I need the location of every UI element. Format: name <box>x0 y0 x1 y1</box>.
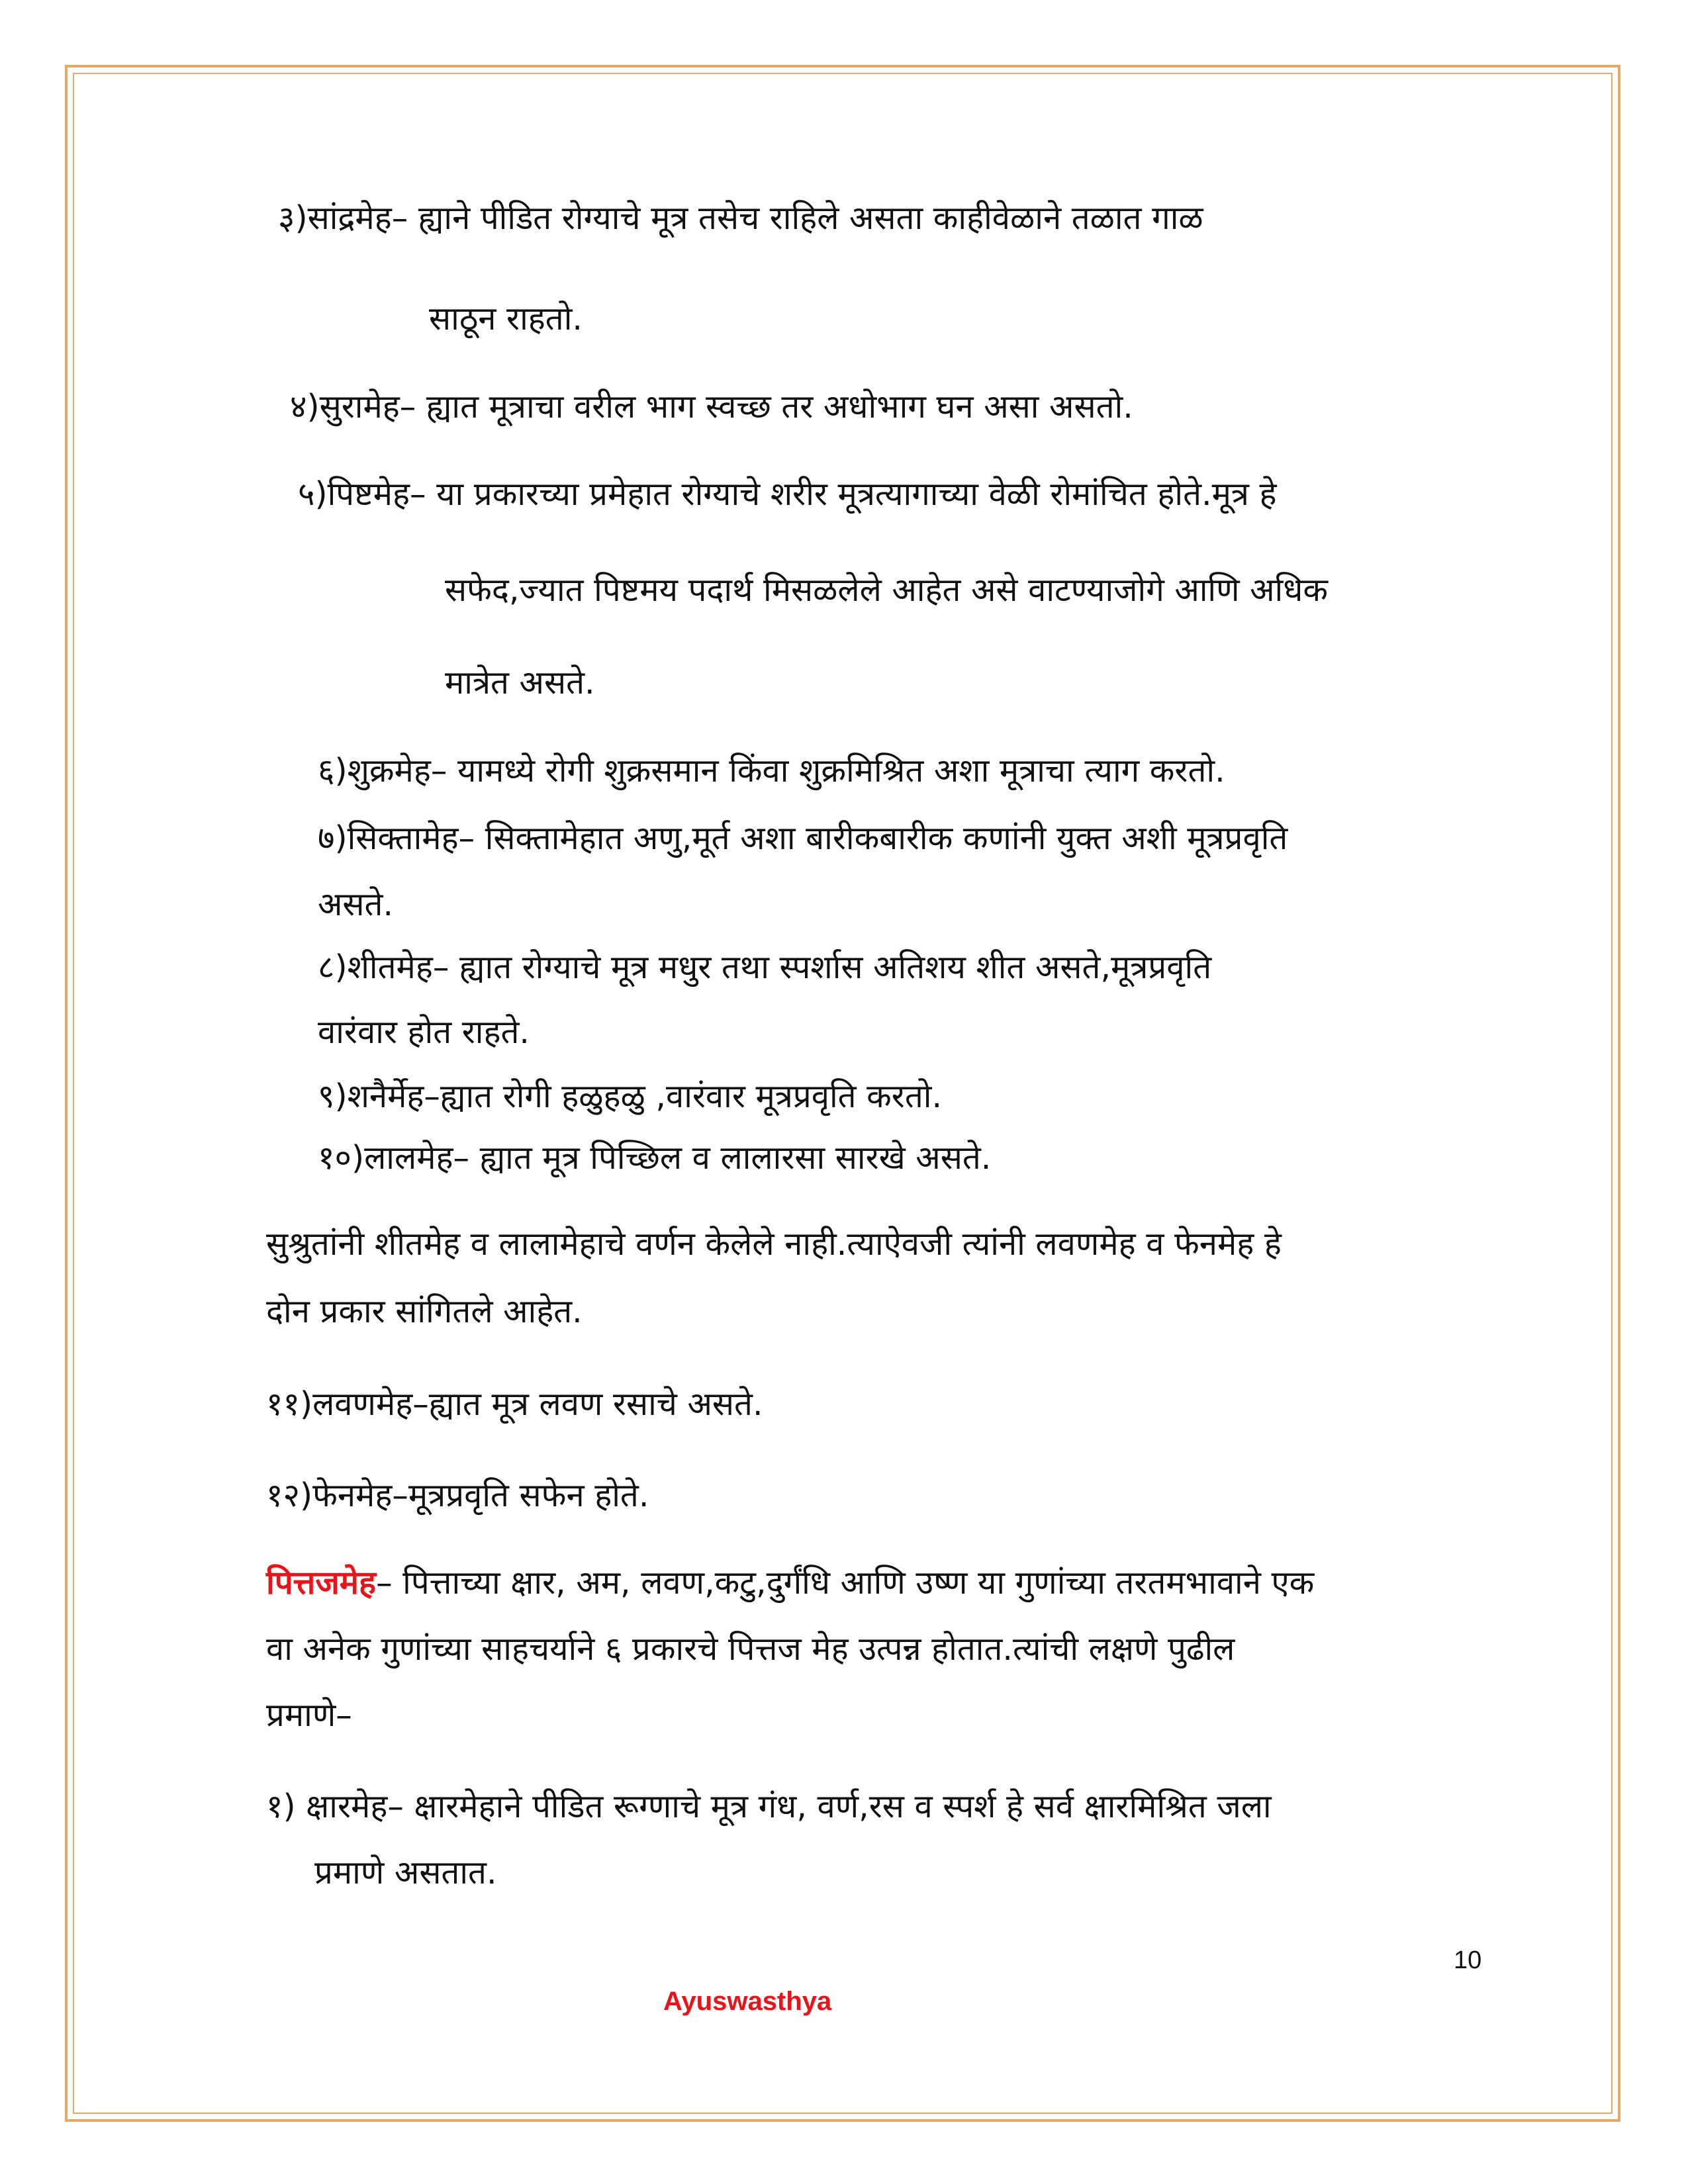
pittaja-paragraph-line-2: वा अनेक गुणांच्या साहचर्याने ६ प्रकारचे पित्तज मेह उत्पन्न होतात.त्यांची लक्षणे पुढील <box>266 1630 1235 1668</box>
text-line: ७)सिक्तामेह– सिक्तामेहात अणु,मूर्त अशा बारीकबारीक कणांनी युक्त अशी मूत्रप्रवृति <box>318 819 1288 857</box>
pittaja-paragraph-line-3: प्रमाणे– <box>266 1696 352 1734</box>
footer-brand: Ayuswasthya <box>663 1987 832 2016</box>
pittaja-paragraph-line-1 <box>266 1563 1314 1603</box>
text-line: ८)शीतमेह– ह्यात रोग्याचे मूत्र मधुर तथा स्पर्शास अतिशय शीत असते,मूत्रप्रवृति <box>318 948 1212 986</box>
text-line: वारंवार होत राहते. <box>318 1013 530 1051</box>
text-line: सुश्रुतांनी शीतमेह व लालामेहाचे वर्णन केलेले नाही.त्याऐवजी त्यांनी लवणमेह व फेनमेह हे <box>266 1225 1282 1263</box>
kshara-line-2: प्रमाणे असतात. <box>314 1854 497 1891</box>
text-line: ५)पिष्टमेह– या प्रकारच्या प्रमेहात रोग्याचे शरीर मूत्रत्यागाच्या वेळी रोमांचित होते.मूत्र हे <box>298 475 1277 513</box>
page-number: 10 <box>1454 1946 1482 1974</box>
kshara-line-1: १) क्षारमेह– क्षारमेहाने पीडित रूग्णाचे मूत्र गंध, वर्ण,रस व स्पर्श हे सर्व क्षारमिश्रित जला <box>266 1788 1272 1825</box>
text-line: ९)शनैर्मेह–ह्यात रोगी हळुहळु ,वारंवार मूत्रप्रवृति करतो. <box>318 1077 943 1115</box>
text-line: ६)शुक्रमेह– यामध्ये रोगी शुक्रसमान किंवा शुक्रमिश्रित अशा मूत्राचा त्याग करतो. <box>318 752 1225 790</box>
pittaja-heading: पित्तजमेह <box>266 1564 377 1602</box>
text-line: साठून राहतो. <box>429 300 583 338</box>
text-line: सफेद,ज्यात पिष्टमय पदार्थ मिसळलेले आहेत असे वाटण्याजोगे आणि अधिक <box>445 571 1329 609</box>
text-line: मात्रेत असते. <box>445 664 595 702</box>
text-line: दोन प्रकार सांगितले आहेत. <box>266 1293 583 1330</box>
text-line: १२)फेनमेह–मूत्रप्रवृति सफेन होते. <box>266 1477 649 1514</box>
text-line: असते. <box>318 886 394 923</box>
pittaja-text: – पित्ताच्या क्षार, अम, लवण,कटु,दुर्गंधि आणि उष्ण या गुणांच्या तरतमभावाने एक <box>376 1564 1315 1602</box>
text-line: ३)सांद्रमेह– ह्याने पीडित रोग्याचे मूत्र तसेच राहिले असता काहीवेळाने तळात गाळ <box>278 199 1203 237</box>
text-line: १०)लालमेह– ह्यात मूत्र पिच्छिल व लालारसा सारखे असते. <box>318 1139 992 1177</box>
text-line: ११)लवणमेह–ह्यात मूत्र लवण रसाचे असते. <box>266 1385 763 1423</box>
text-line: ४)सुरामेह– ह्यात मूत्राचा वरील भाग स्वच्छ तर अधोभाग घन असा असतो. <box>290 388 1133 426</box>
